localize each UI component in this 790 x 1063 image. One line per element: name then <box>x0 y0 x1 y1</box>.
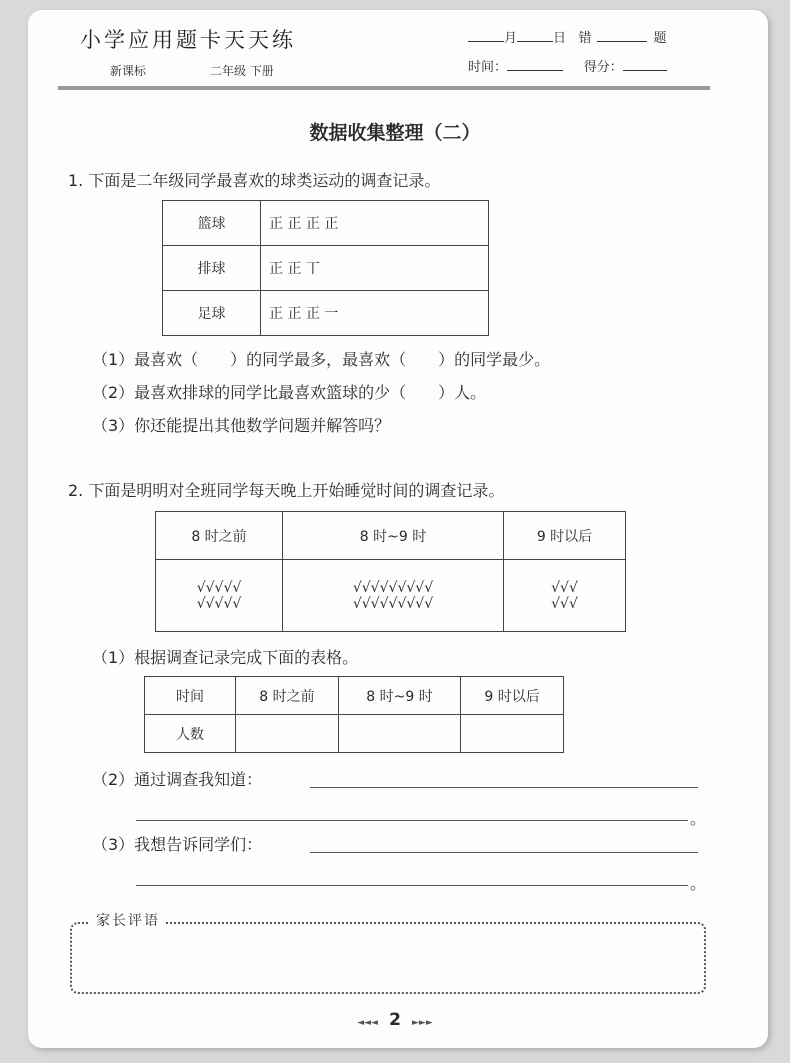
answer-cell[interactable] <box>461 715 564 753</box>
question-2: 2. 下面是明明对全班同学每天晚上开始睡觉时间的调查记录。 <box>68 481 505 500</box>
header-cell: 9 时以后 <box>461 677 564 715</box>
tally-cell: 正 正 正 正 <box>261 201 489 246</box>
answer-line[interactable] <box>310 852 698 853</box>
sleep-survey-table <box>155 511 626 632</box>
q1-sub-2: （2）最喜欢排球的同学比最喜欢篮球的少（ ）人。 <box>92 383 487 402</box>
sport-cell: 排球 <box>163 246 261 291</box>
header-cell: 8 时之前 <box>156 512 283 560</box>
month-label: 月 <box>504 31 518 46</box>
count-table <box>144 676 564 753</box>
q2-sub-2: （2）通过调查我知道： <box>92 770 263 789</box>
header-cell: 8 时之前 <box>236 677 339 715</box>
row-label: 人数 <box>145 715 236 753</box>
tally-cell: 正 正 丅 <box>261 246 489 291</box>
page-footer <box>0 1010 790 1030</box>
header-divider <box>58 86 710 90</box>
period: 。 <box>690 809 707 828</box>
answer-line[interactable] <box>136 885 688 886</box>
check-cell <box>283 560 504 632</box>
score-label: 得分： <box>583 60 623 75</box>
answer-line[interactable] <box>136 820 688 821</box>
next-arrows-icon: ►►► <box>412 1018 433 1028</box>
question-label: 题 <box>653 31 667 46</box>
q1-sub-1: （1）最喜欢（ ）的同学最多，最喜欢（ ）的同学最少。 <box>92 350 551 369</box>
parent-comment-label: 家长评语 <box>90 910 166 930</box>
checks: √√√√√ <box>196 595 242 612</box>
lesson-title: 数据收集整理（二） <box>309 122 481 144</box>
date-fields <box>468 27 666 46</box>
sports-tally-table <box>162 200 489 336</box>
time-label: 时间： <box>468 60 508 75</box>
checks: √√√√√√√√√ <box>352 579 434 596</box>
answer-line[interactable] <box>310 787 698 788</box>
checks: √√√√√√√√√ <box>352 595 434 612</box>
header-cell: 8 时~9 时 <box>338 677 460 715</box>
checks: √√√√√ <box>196 579 242 596</box>
q2-sub-1: （1）根据调查记录完成下面的表格。 <box>92 648 359 667</box>
checks: √√√ <box>551 595 578 612</box>
checks: √√√ <box>551 579 578 596</box>
answer-cell[interactable] <box>338 715 460 753</box>
sport-cell: 足球 <box>163 291 261 336</box>
question-1: 1. 下面是二年级同学最喜欢的球类运动的调查记录。 <box>68 171 441 190</box>
header-cell: 时间 <box>145 677 236 715</box>
tally-cell: 正 正 正 一 <box>261 291 489 336</box>
header-cell: 8 时~9 时 <box>283 512 504 560</box>
day-label: 日 <box>553 31 567 46</box>
parent-comment-box[interactable] <box>70 922 706 994</box>
sport-cell: 篮球 <box>163 201 261 246</box>
wrong-label: 错 <box>578 31 592 46</box>
answer-cell[interactable] <box>236 715 339 753</box>
period: 。 <box>690 874 707 893</box>
check-cell <box>504 560 626 632</box>
book-title: 小学应用题卡天天练 <box>80 28 296 52</box>
q1-sub-3: （3）你还能提出其他数学问题并解答吗？ <box>92 416 391 435</box>
check-cell <box>156 560 283 632</box>
q2-sub-3: （3）我想告诉同学们： <box>92 835 263 854</box>
edition: 新课标 <box>110 64 147 78</box>
prev-arrows-icon: ◄◄◄ <box>357 1018 378 1028</box>
grade: 二年级 下册 <box>210 64 274 78</box>
header-cell: 9 时以后 <box>504 512 626 560</box>
time-score-fields <box>468 56 667 75</box>
page-number: 2 <box>389 1010 401 1030</box>
